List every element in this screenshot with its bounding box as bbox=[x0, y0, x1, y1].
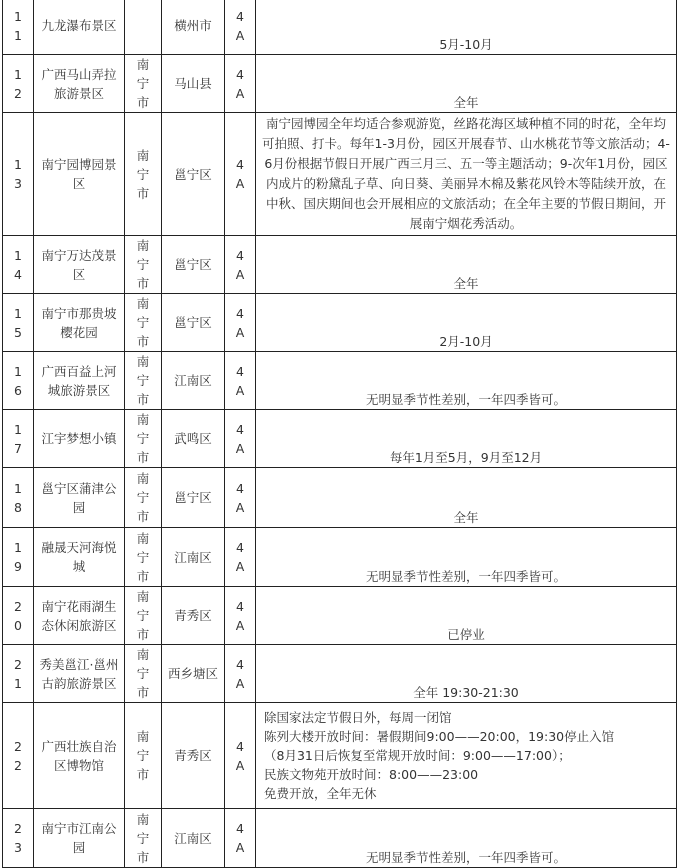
row-number-cell bbox=[3, 352, 34, 410]
season-text: 5月-10月 bbox=[439, 37, 493, 52]
row-number: 16 bbox=[14, 363, 22, 398]
row-number-cell bbox=[3, 236, 34, 294]
level-rating: 4A bbox=[235, 247, 245, 282]
row-number: 11 bbox=[14, 8, 22, 43]
scenic-name: 广西壮族自治区博物馆 bbox=[41, 738, 117, 773]
scenic-name-cell bbox=[34, 55, 125, 113]
district-name: 横州市 bbox=[174, 18, 212, 33]
district-cell bbox=[162, 645, 225, 703]
district-cell bbox=[162, 587, 225, 645]
scenic-name-cell bbox=[34, 528, 125, 587]
row-number: 12 bbox=[14, 66, 22, 101]
season-note-line: 民族文物苑开放时间：8:00——23:00 bbox=[264, 767, 479, 782]
best-season-cell bbox=[256, 410, 677, 468]
table-row bbox=[3, 55, 677, 113]
table-row bbox=[3, 587, 677, 645]
district-cell bbox=[162, 55, 225, 113]
district-cell bbox=[162, 352, 225, 410]
city-name: 南宁市 bbox=[136, 57, 150, 110]
level-rating: 4A bbox=[235, 305, 245, 340]
scenic-name: 广西百益上河城旅游景区 bbox=[41, 363, 117, 398]
table-row bbox=[3, 468, 677, 528]
scenic-name-cell bbox=[34, 113, 125, 236]
table-row bbox=[3, 352, 677, 410]
scenic-name: 秀美邕江·邕州古韵旅游景区 bbox=[39, 656, 119, 691]
city-name: 南宁市 bbox=[136, 811, 150, 865]
city-name: 南宁市 bbox=[136, 354, 150, 407]
scenic-name-cell bbox=[34, 294, 125, 352]
scenic-name: 江宇梦想小镇 bbox=[41, 431, 117, 446]
level-rating: 4A bbox=[235, 540, 245, 574]
best-season-cell bbox=[256, 294, 677, 352]
district-cell bbox=[162, 528, 225, 587]
level-cell bbox=[225, 809, 256, 868]
city-cell bbox=[125, 587, 162, 645]
row-number-cell bbox=[3, 410, 34, 468]
row-number-cell bbox=[3, 809, 34, 868]
best-season-cell bbox=[256, 352, 677, 410]
city-name: 南宁市 bbox=[136, 412, 150, 465]
table-row bbox=[3, 809, 677, 868]
scenic-name: 南宁市那贵坡樱花园 bbox=[41, 305, 117, 340]
city-name: 南宁市 bbox=[136, 296, 150, 349]
season-text: 无明显季节性差别，一年四季皆可。 bbox=[365, 392, 566, 407]
scenic-name-cell bbox=[34, 809, 125, 868]
table-row bbox=[3, 236, 677, 294]
district-cell bbox=[162, 236, 225, 294]
row-number: 22 bbox=[14, 738, 22, 773]
level-rating: 4A bbox=[235, 363, 245, 398]
season-text: 全年 bbox=[453, 510, 479, 525]
city-cell bbox=[125, 55, 162, 113]
city-cell bbox=[125, 236, 162, 294]
district-cell bbox=[162, 113, 225, 236]
city-cell bbox=[125, 528, 162, 587]
table-row bbox=[3, 294, 677, 352]
district-cell bbox=[162, 468, 225, 528]
district-cell bbox=[162, 0, 225, 55]
city-name: 南宁市 bbox=[136, 647, 150, 700]
row-number: 15 bbox=[14, 305, 22, 340]
season-note-line: （8月31日后恢复至常规开放时间：9:00——17:00）； bbox=[264, 748, 571, 763]
scenic-name-cell bbox=[34, 587, 125, 645]
row-number: 18 bbox=[14, 480, 22, 515]
city-cell bbox=[125, 410, 162, 468]
season-description: 南宁园博园全年均适合参观游览，丝路花海区域种植不同的时花，全年均可拍照、打卡。每年1-3月份，园区开展春节、山水桃花节等文旅活动；4-6月份根据节假日开展广西三月三、五一等主题活动；9-次年1月份，园区内成片的粉黛乱子草、向日葵、美丽异木棉及紫花风铃木等陆续开放，在中秋、国庆期间也会开展相应的文旅活动；在全年主要的节假日期间，开展南宁烟花秀活动。 bbox=[262, 116, 670, 231]
row-number-cell bbox=[3, 0, 34, 55]
row-number-cell bbox=[3, 55, 34, 113]
row-number-cell bbox=[3, 645, 34, 703]
district-cell bbox=[162, 410, 225, 468]
level-cell bbox=[225, 410, 256, 468]
table-row bbox=[3, 528, 677, 587]
scenic-name-cell bbox=[34, 703, 125, 809]
scenic-name-cell bbox=[34, 0, 125, 55]
level-cell bbox=[225, 528, 256, 587]
row-number: 19 bbox=[14, 540, 22, 574]
row-number: 20 bbox=[14, 598, 22, 633]
best-season-cell bbox=[256, 468, 677, 528]
city-name: 南宁市 bbox=[136, 147, 150, 201]
scenic-name: 九龙瀑布景区 bbox=[41, 18, 117, 33]
scenic-name-cell bbox=[34, 468, 125, 528]
row-number: 21 bbox=[14, 656, 22, 691]
table-row bbox=[3, 113, 677, 236]
district-name: 青秀区 bbox=[174, 748, 212, 763]
scenic-name: 广西马山弄拉旅游景区 bbox=[41, 66, 117, 101]
scenic-spot-table bbox=[2, 0, 677, 868]
district-name: 邕宁区 bbox=[174, 490, 212, 505]
district-name: 江南区 bbox=[174, 549, 212, 565]
season-text: 无明显季节性差别，一年四季皆可。 bbox=[365, 850, 566, 865]
city-name: 南宁市 bbox=[136, 729, 150, 782]
district-cell bbox=[162, 294, 225, 352]
district-name: 邕宁区 bbox=[174, 257, 212, 272]
district-cell bbox=[162, 703, 225, 809]
table-row bbox=[3, 410, 677, 468]
season-text: 已停业 bbox=[447, 627, 485, 642]
season-text: 每年1月至5月，9月至12月 bbox=[389, 450, 543, 465]
level-rating: 4A bbox=[235, 738, 245, 773]
level-cell bbox=[225, 294, 256, 352]
best-season-cell bbox=[256, 113, 677, 236]
level-rating: 4A bbox=[235, 480, 245, 515]
scenic-name: 邕宁区蒲津公园 bbox=[41, 480, 117, 515]
best-season-cell bbox=[256, 236, 677, 294]
city-name: 南宁市 bbox=[136, 471, 150, 524]
row-number-cell bbox=[3, 113, 34, 236]
district-name: 邕宁区 bbox=[174, 315, 212, 330]
level-cell bbox=[225, 236, 256, 294]
season-note-line: 陈列大楼开放时间：暑假期间9:00——20:00，19:30停止入馆 bbox=[264, 729, 615, 744]
city-cell bbox=[125, 809, 162, 868]
district-cell bbox=[162, 809, 225, 868]
level-cell bbox=[225, 352, 256, 410]
level-cell bbox=[225, 55, 256, 113]
row-number-cell bbox=[3, 294, 34, 352]
district-name: 西乡塘区 bbox=[167, 666, 218, 681]
season-text: 2月-10月 bbox=[439, 334, 493, 349]
table-row bbox=[3, 645, 677, 703]
season-text: 全年 bbox=[453, 95, 479, 110]
level-rating: 4A bbox=[235, 421, 245, 456]
row-number-cell bbox=[3, 468, 34, 528]
level-cell bbox=[225, 703, 256, 809]
best-season-cell bbox=[256, 0, 677, 55]
row-number-cell bbox=[3, 528, 34, 587]
row-number: 23 bbox=[14, 821, 22, 855]
table-row bbox=[3, 703, 677, 809]
city-cell bbox=[125, 703, 162, 809]
scenic-name: 融晟天河海悦城 bbox=[41, 540, 117, 574]
best-season-cell bbox=[256, 809, 677, 868]
scenic-name: 南宁花雨湖生态休闲旅游区 bbox=[41, 598, 117, 633]
city-cell bbox=[125, 352, 162, 410]
season-text: 全年 bbox=[453, 276, 479, 291]
best-season-cell bbox=[256, 528, 677, 587]
district-name: 江南区 bbox=[174, 830, 212, 846]
scenic-name: 南宁园博园景区 bbox=[41, 157, 117, 191]
level-rating: 4A bbox=[235, 66, 245, 101]
city-cell bbox=[125, 468, 162, 528]
season-notes bbox=[256, 708, 676, 803]
season-note-line: 除国家法定节假日外，每周一闭馆 bbox=[264, 710, 452, 725]
best-season-cell bbox=[256, 645, 677, 703]
level-cell bbox=[225, 468, 256, 528]
row-number: 17 bbox=[14, 421, 22, 456]
level-rating: 4A bbox=[235, 598, 245, 633]
district-name: 江南区 bbox=[174, 373, 212, 388]
district-name: 邕宁区 bbox=[174, 166, 212, 182]
level-rating: 4A bbox=[235, 8, 245, 43]
table-row bbox=[3, 0, 677, 55]
season-note-line: 免费开放，全年无休 bbox=[264, 786, 377, 801]
city-name: 南宁市 bbox=[136, 238, 150, 291]
city-name: 南宁市 bbox=[136, 589, 150, 642]
best-season-cell bbox=[256, 703, 677, 809]
season-text: 无明显季节性差别，一年四季皆可。 bbox=[365, 569, 566, 584]
district-name: 武鸣区 bbox=[174, 431, 212, 446]
city-cell bbox=[125, 294, 162, 352]
scenic-name-cell bbox=[34, 645, 125, 703]
district-name: 青秀区 bbox=[174, 608, 212, 623]
row-number: 13 bbox=[14, 157, 22, 191]
row-number-cell bbox=[3, 703, 34, 809]
scenic-name-cell bbox=[34, 236, 125, 294]
city-cell bbox=[125, 645, 162, 703]
level-rating: 4A bbox=[235, 656, 245, 691]
city-cell bbox=[125, 0, 162, 55]
scenic-name-cell bbox=[34, 352, 125, 410]
level-rating: 4A bbox=[235, 821, 245, 855]
scenic-name-cell bbox=[34, 410, 125, 468]
row-number: 14 bbox=[14, 247, 22, 282]
level-cell bbox=[225, 0, 256, 55]
scenic-name: 南宁市江南公园 bbox=[41, 821, 117, 855]
level-rating: 4A bbox=[235, 157, 245, 191]
best-season-cell bbox=[256, 55, 677, 113]
level-cell bbox=[225, 113, 256, 236]
best-season-cell bbox=[256, 587, 677, 645]
level-cell bbox=[225, 587, 256, 645]
city-cell bbox=[125, 113, 162, 236]
district-name: 马山县 bbox=[174, 76, 212, 91]
scenic-name: 南宁万达茂景区 bbox=[41, 247, 117, 282]
row-number-cell bbox=[3, 587, 34, 645]
season-text: 全年 19:30-21:30 bbox=[413, 685, 519, 700]
level-cell bbox=[225, 645, 256, 703]
city-name: 南宁市 bbox=[136, 530, 150, 584]
